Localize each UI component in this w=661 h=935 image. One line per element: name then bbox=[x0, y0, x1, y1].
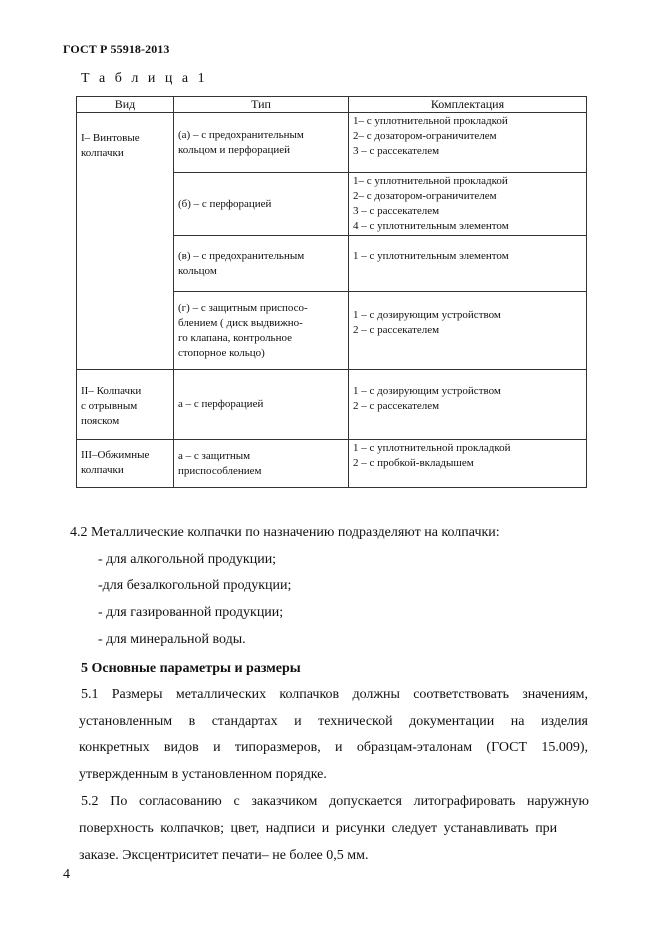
tip-cell bbox=[174, 292, 349, 370]
vid-cell bbox=[77, 440, 174, 488]
paragraph-5-1-line: утвержденным в установленном порядке. bbox=[79, 767, 327, 782]
cell-line: 1 – с дозирующим устройством bbox=[353, 309, 501, 321]
clause-4-2-intro: 4.2 Металлические колпачки по назначению подразделяют на колпачки: bbox=[70, 525, 500, 540]
table-caption: Т а б л и ц а 1 bbox=[81, 71, 208, 86]
cell-line: (г) – с защитным приспосо- bbox=[178, 301, 308, 314]
cell-line: кольцом и перфорацией bbox=[178, 143, 290, 156]
tip-cell bbox=[174, 236, 349, 292]
kit-cell bbox=[349, 236, 587, 292]
tip-cell bbox=[174, 113, 349, 173]
cell-line: 1 – с уплотнительным элементом bbox=[353, 250, 509, 262]
cell-line: пояском bbox=[81, 415, 120, 427]
spec-table bbox=[76, 96, 587, 488]
cell-line: блением ( диск выдвижно- bbox=[178, 316, 303, 329]
cell-line: стопорное кольцо) bbox=[178, 346, 265, 359]
cell-line: II– Колпачки bbox=[81, 385, 142, 397]
tip-cell bbox=[174, 173, 349, 236]
document-header: ГОСТ Р 55918-2013 bbox=[63, 42, 170, 56]
paragraph-5-2-line: заказе. Эксцентриситет печати– не более 0,5 мм. bbox=[79, 848, 369, 863]
cell-line: 2 – с рассекателем bbox=[353, 400, 440, 412]
kit-cell bbox=[349, 113, 587, 173]
paragraph-5-1-line: конкретных видов и типоразмеров, и образцам-эталонам (ГОСТ 15.009), bbox=[79, 740, 588, 755]
cell-line: 1– с уплотнительной прокладкой bbox=[353, 115, 508, 127]
cell-line: 1 – с дозирующим устройством bbox=[353, 385, 501, 397]
table-row bbox=[77, 370, 587, 440]
cell-line: (б) – с перфорацией bbox=[178, 197, 272, 210]
cell-line: а – с защитным bbox=[178, 449, 251, 462]
cell-line: 4 – с уплотнительным элементом bbox=[353, 220, 509, 232]
list-item: -для безалкогольной продукции; bbox=[98, 578, 292, 593]
cell-line: 3 – с рассекателем bbox=[353, 205, 440, 217]
cell-line: 2– с дозатором-ограничителем bbox=[353, 130, 497, 142]
table-row bbox=[77, 440, 587, 488]
tip-cell bbox=[174, 370, 349, 440]
kit-cell bbox=[349, 292, 587, 370]
cell-line: го клапана, контрольное bbox=[178, 331, 292, 344]
cell-line: колпачки bbox=[81, 464, 124, 476]
kit-cell bbox=[349, 440, 587, 488]
kit-cell bbox=[349, 370, 587, 440]
cell-line: III–Обжимные bbox=[81, 449, 150, 461]
cell-line: 2 – с рассекателем bbox=[353, 324, 440, 336]
section-5-title: 5 Основные параметры и размеры bbox=[81, 661, 301, 676]
cell-line: с отрывным bbox=[81, 400, 138, 412]
list-item: - для газированной продукции; bbox=[98, 605, 284, 620]
cell-line: 2– с дозатором-ограничителем bbox=[353, 190, 497, 202]
cell-line: а – с перфорацией bbox=[178, 398, 264, 410]
cell-line: I– Винтовые bbox=[81, 132, 140, 144]
column-header-kit: Комплектация bbox=[349, 97, 587, 113]
cell-line: колпачки bbox=[81, 147, 124, 159]
paragraph-5-2-line: 5.2 По согласованию с заказчиком допускается литографировать наружную bbox=[81, 794, 589, 809]
cell-line: 2 – с пробкой-вкладышем bbox=[353, 457, 474, 469]
tip-cell bbox=[174, 440, 349, 488]
cell-line: приспособлением bbox=[178, 464, 262, 477]
table-row bbox=[77, 113, 587, 173]
vid-cell bbox=[77, 113, 174, 370]
page-number: 4 bbox=[63, 867, 70, 882]
paragraph-5-1-line: установленным в стандартах и технической документации на изделия bbox=[79, 714, 588, 729]
list-item: - для алкогольной продукции; bbox=[98, 552, 277, 567]
column-header-vid: Вид bbox=[77, 97, 174, 113]
cell-line: 3 – с рассекателем bbox=[353, 145, 440, 157]
cell-line: (а) – с предохранительным bbox=[178, 128, 304, 141]
paragraph-5-2-line: поверхность колпачков; цвет, надписи и рисунки следует устанавливать при bbox=[79, 821, 558, 836]
cell-line: 1 – с уплотнительной прокладкой bbox=[353, 442, 511, 454]
cell-line: 1– с уплотнительной прокладкой bbox=[353, 175, 508, 187]
list-item: - для минеральной воды. bbox=[98, 632, 246, 647]
vid-cell bbox=[77, 370, 174, 440]
cell-line: кольцом bbox=[178, 264, 217, 277]
paragraph-5-1-line: 5.1 Размеры металлических колпачков должны соответствовать значениям, bbox=[81, 687, 588, 702]
cell-line: (в) – с предохранительным bbox=[178, 249, 305, 262]
table-header-row bbox=[77, 97, 587, 113]
kit-cell bbox=[349, 173, 587, 236]
column-header-tip: Тип bbox=[174, 97, 349, 113]
